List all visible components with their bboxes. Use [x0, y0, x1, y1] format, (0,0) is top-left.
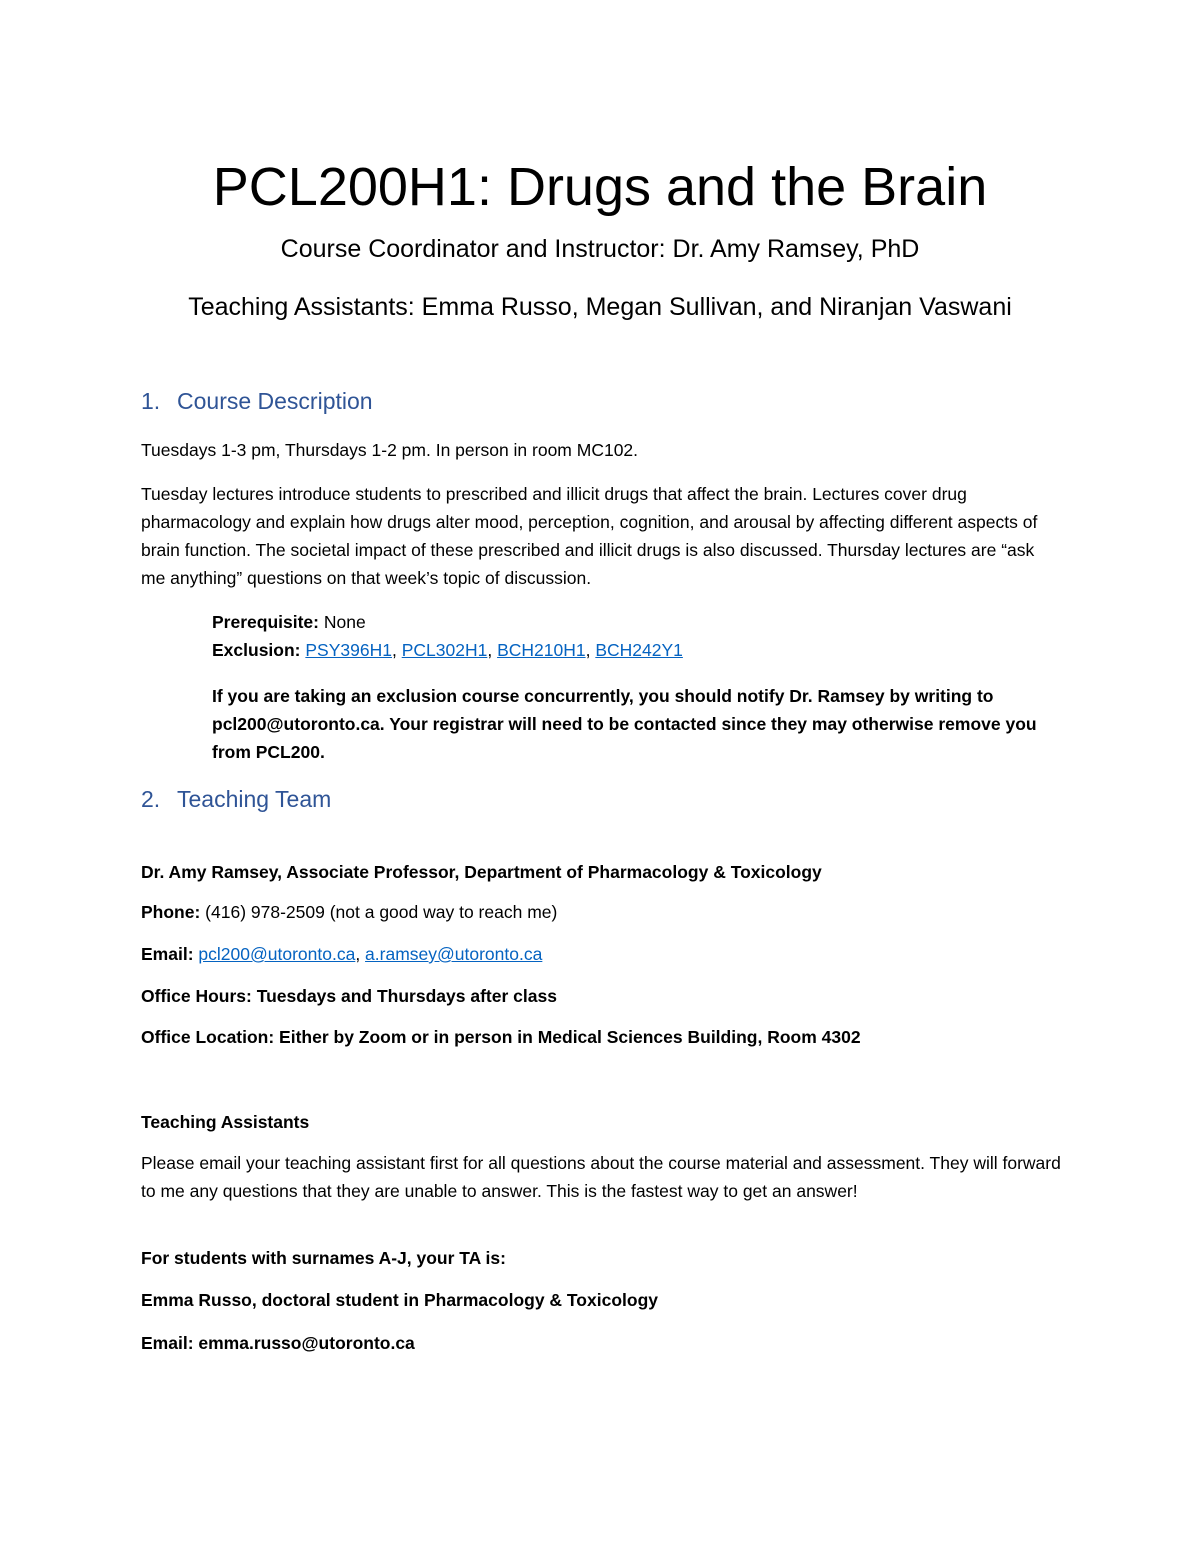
prerequisite-line	[212, 608, 1062, 636]
course-schedule: Tuesdays 1-3 pm, Thursdays 1-2 pm. In person in room MC102.	[141, 440, 639, 460]
exclusion-link-bch210h1[interactable]: BCH210H1	[497, 640, 586, 660]
prerequisite-value: None	[318, 612, 366, 632]
ta-intro: Please email your teaching assistant first for all questions about the course material and assessment. They will forward to me any questions that they are unable to answer. This is the fastest way to get an answer!	[141, 1153, 1061, 1201]
section-heading-course-description	[141, 385, 373, 417]
email-line	[141, 940, 1061, 968]
instructor-line: Dr. Amy Ramsey, Associate Professor, Department of Pharmacology & Toxicology	[141, 862, 822, 882]
separator: ,	[487, 640, 498, 660]
course-description: Tuesday lectures introduce students to prescribed and illicit drugs that affect the brain. Lectures cover drug pharmacology and explain how drugs alter mood, perception, cognition, and arousal by affecting different aspects of brain function. The societal impact of these prescribed and illicit drugs is also discussed. Thursday lectures are “ask me anything” questions on that week’s topic of discussion.	[141, 484, 1038, 588]
section-heading-teaching-team	[141, 783, 331, 815]
ta-group: For students with surnames A-J, your TA is:	[141, 1248, 506, 1268]
exclusion-link-psy396h1[interactable]: PSY396H1	[305, 640, 392, 660]
teaching-assistants-line: Teaching Assistants: Emma Russo, Megan Sullivan, and Niranjan Vaswani	[188, 293, 1012, 321]
section-number: 1.	[141, 388, 161, 414]
exclusion-note: If you are taking an exclusion course concurrently, you should notify Dr. Ramsey by writing to pcl200@utoronto.ca. Your registrar will need to be contacted since they may otherwise remove you from PCL200.	[212, 686, 1037, 762]
ta-name: Emma Russo, doctoral student in Pharmacology & Toxicology	[141, 1290, 658, 1310]
separator: ,	[391, 640, 402, 660]
ta-heading: Teaching Assistants	[141, 1112, 310, 1132]
exclusion-link-bch242y1[interactable]: BCH242Y1	[595, 640, 683, 660]
office-hours: Office Hours: Tuesdays and Thursdays after class	[141, 986, 557, 1006]
separator: ,	[355, 944, 366, 964]
email-link-pcl200[interactable]: pcl200@utoronto.ca	[198, 944, 356, 964]
phone-label: Phone:	[141, 902, 201, 922]
ta-email: Email: emma.russo@utoronto.ca	[141, 1333, 415, 1353]
separator: ,	[585, 640, 596, 660]
section-title: Course Description	[177, 388, 373, 414]
page-title: PCL200H1: Drugs and the Brain	[212, 157, 988, 217]
exclusion-label: Exclusion:	[212, 640, 301, 660]
email-link-ramsey[interactable]: a.ramsey@utoronto.ca	[365, 944, 543, 964]
email-label: Email:	[141, 944, 194, 964]
section-number: 2.	[141, 786, 161, 812]
exclusion-link-pcl302h1[interactable]: PCL302H1	[401, 640, 488, 660]
prerequisite-label: Prerequisite:	[212, 612, 319, 632]
office-location: Office Location: Either by Zoom or in person in Medical Sciences Building, Room 4302	[141, 1027, 861, 1047]
exclusion-line	[212, 636, 1062, 664]
section-title: Teaching Team	[177, 786, 332, 812]
phone-line	[141, 898, 1061, 926]
phone-value: (416) 978-2509 (not a good way to reach me)	[200, 902, 558, 922]
course-coordinator: Course Coordinator and Instructor: Dr. Amy Ramsey, PhD	[280, 235, 920, 263]
